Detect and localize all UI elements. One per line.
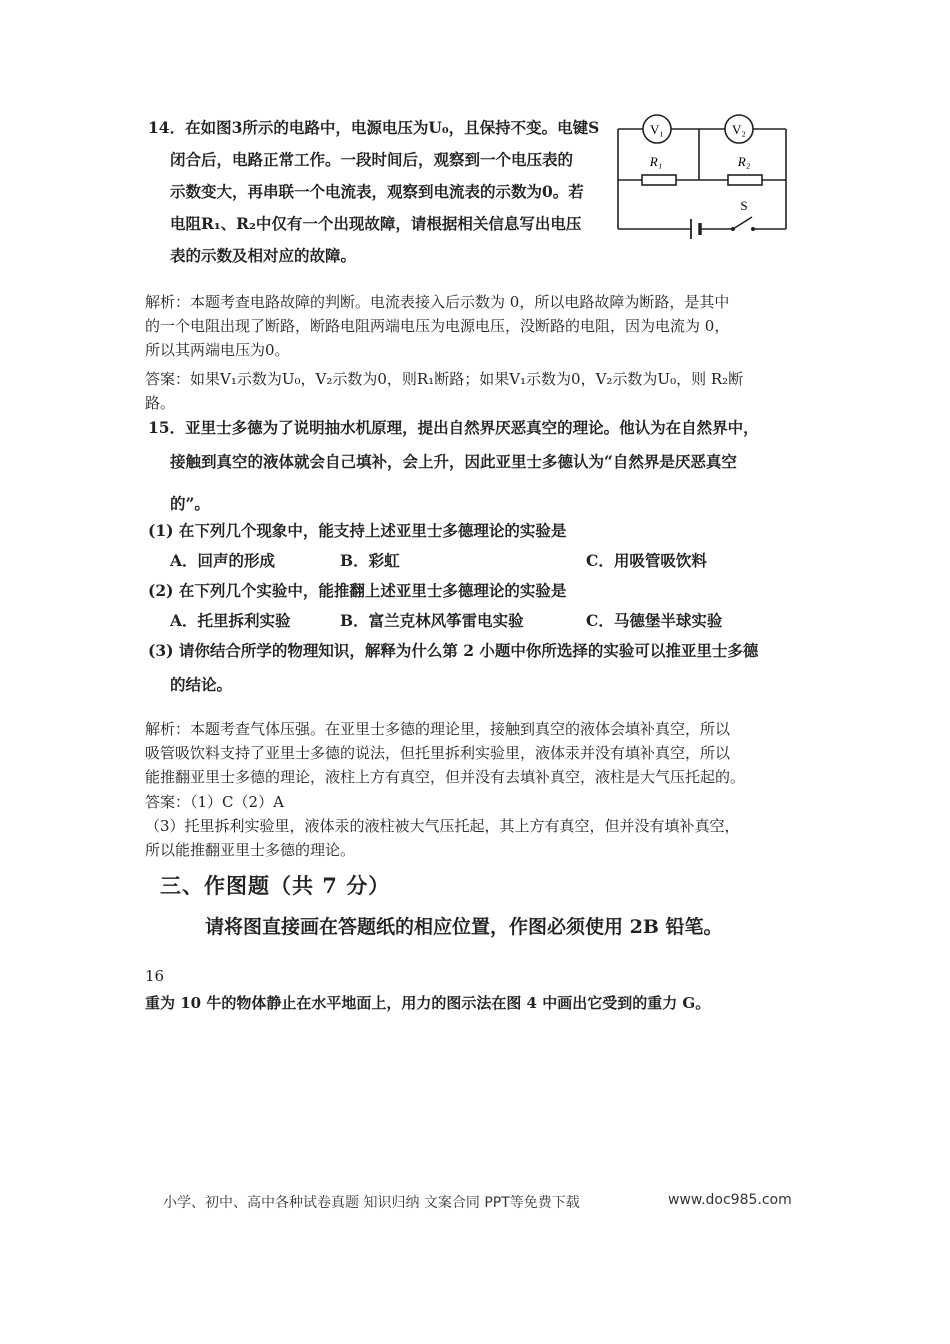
q15-sub2: (2) 在下列几个实验中，能推翻上述亚里士多德理论的实验是 [148,581,567,600]
resistor-r2-icon [728,175,762,185]
answer-line: 答案：（1）C（2）A [145,793,284,811]
section-heading: 三、作图题（共 7 分） [160,873,391,898]
q16-text: 重为 10 牛的物体静止在水平地面上，用力的图示法在图 4 中画出它受到的重力 G。 [145,994,711,1012]
analysis-line: 的一个电阻出现了断路，断路电阻两端电压为电源电压，没断路的电阻，因为电流为 0， [145,317,730,335]
q14-line: 14．在如图3所示的电路中，电源电压为U₀，且保持不变。电键S [148,118,600,137]
q14-line: 表的示数及相对应的故障。 [170,246,357,265]
q15-sub1: (1) 在下列几个现象中，能支持上述亚里士多德理论的实验是 [148,521,567,540]
resistor-r1-icon [642,175,676,185]
analysis-line: 解析：本题考查电路故障的判断。电流表接入后示数为 0，所以电路故障为断路，是其中 [145,293,730,311]
q15-analysis [145,717,825,789]
switch-icon [731,217,755,231]
q14-line: 电阻R₁、R₂中仅有一个出现故障，请根据相关信息写出电压 [170,214,582,233]
circuit-diagram [612,112,792,242]
analysis-line: 解析：本题考查气体压强。在亚里士多德的理论里，接触到真空的液体会填补真空，所以 [145,720,731,738]
q15-sub3: (3) 请你结合所学的物理知识，解释为什么第 2 小题中你所选择的实验可以推亚里士多德 [148,641,759,660]
answer-line: 所以能推翻亚里士多德的理论。 [145,841,356,859]
v1-label: V₁ [650,122,664,137]
option: C．用吸管吸饮料 [586,551,707,570]
footer-link[interactable]: www.doc985.com [668,1192,792,1208]
answer-line: （3）托里拆利实验里，液体汞的液柱被大气压托起，其上方有真空，但并没有填补真空， [145,817,740,835]
q15-sub1-options [148,546,758,576]
question-15-stem [148,412,759,520]
r2-label: R₂ [737,154,751,169]
q15-sub3: 的结论。 [170,675,233,694]
q15-line: 的”。 [170,494,210,513]
question-14-stem [148,112,599,272]
answer-line: 路。 [145,394,176,412]
v2-label: V₂ [732,122,746,137]
answer-line: 答案：如果V₁示数为U₀，V₂示数为0，则R₁断路；如果V₁示数为0，V₂示数为U₀，则 R₂断 [145,370,744,388]
footer-text: 小学、初中、高中各种试卷真题 知识归纳 文案合同 PPT等免费下载 [163,1195,580,1211]
analysis-line: 能推翻亚里士多德的理论，液柱上方有真空，但并没有去填补真空，液柱是大气压托起的。 [145,768,746,786]
q15-answer [145,790,825,862]
q14-answer [145,367,825,415]
q15-sub2-options [148,606,758,636]
option: B．彩虹 [340,551,400,570]
q14-analysis [145,290,825,362]
analysis-line: 吸管吸饮料支持了亚里士多德的说法，但托里拆利实验里，液体汞并没有填补真空，所以 [145,744,731,762]
q15-line: 接触到真空的液体就会自己填补，会上升，因此亚里士多德认为“自然界是厌恶真空 [170,452,737,471]
option: A．托里拆利实验 [170,611,291,630]
option: A．回声的形成 [170,551,276,570]
option: C．马德堡半球实验 [586,611,723,630]
switch-label: S [740,198,748,213]
q15-subquestions [148,516,758,700]
battery-icon [691,219,700,239]
q14-line: 示数变大，再串联一个电流表，观察到电流表的示数为0。若 [170,182,584,201]
analysis-line: 所以其两端电压为0。 [145,341,290,359]
q16-number: 16 [145,967,165,985]
r1-label: R₁ [649,154,663,169]
q14-line: 闭合后，电路正常工作。一段时间后，观察到一个电压表的 [170,150,574,169]
section-instruction: 请将图直接画在答题纸的相应位置，作图必须使用 2B 铅笔。 [205,916,723,938]
q15-line: 15．亚里士多德为了说明抽水机原理，提出自然界厌恶真空的理论。他认为在自然界中， [148,418,759,437]
option: B．富兰克林风筝雷电实验 [340,611,524,630]
